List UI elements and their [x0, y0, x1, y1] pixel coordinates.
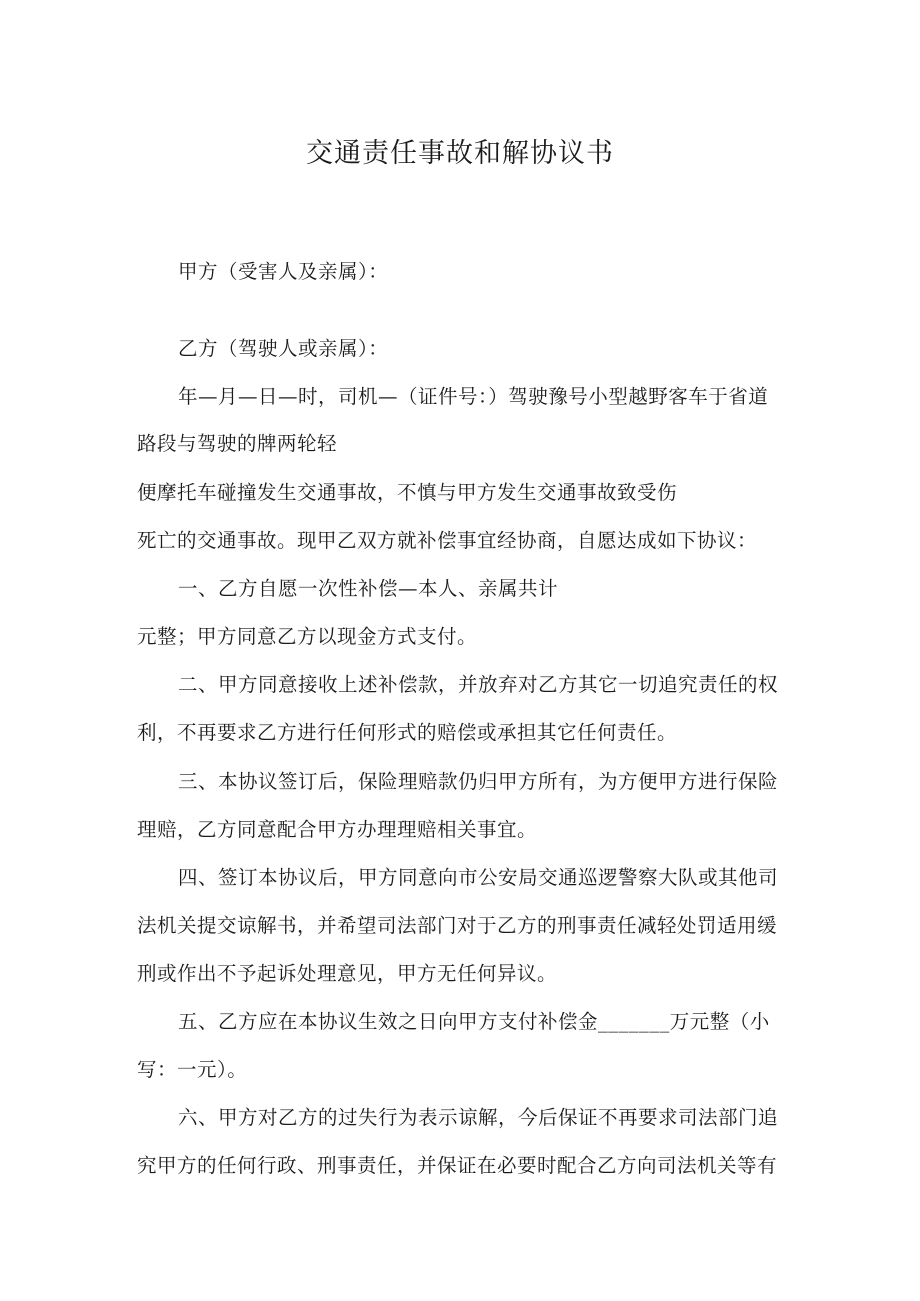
clause-3-line: 三、本协议签订后，保险理赔款仍归甲方所有，为方便甲方进行保险 — [178, 770, 779, 793]
clause-1-line: 一、乙方自愿一次性补偿—本人、亲属共计 — [178, 577, 559, 600]
clause-2-line: 利，不再要求乙方进行任何形式的赔偿或承担其它任何责任。 — [137, 721, 678, 744]
clause-6-line: 六、甲方对乙方的过失行为表示谅解，今后保证不再要求司法部门追 — [178, 1106, 779, 1129]
clause-6-line: 究甲方的任何行政、刑事责任，并保证在必要时配合乙方向司法机关等有 — [137, 1154, 778, 1177]
document-title: 交通责任事故和解协议书 — [306, 138, 614, 169]
paragraph-line: 路段与驾驶的牌两轮轻 — [137, 432, 338, 455]
clause-5-line: 写：一元）。 — [137, 1058, 248, 1081]
clause-4-line: 刑或作出不予起诉处理意见，甲方无任何异议。 — [137, 962, 558, 985]
paragraph-line: 死亡的交通事故。现甲乙双方就补偿事宜经协商，自愿达成如下协议： — [137, 529, 758, 552]
clause-4-line: 法机关提交谅解书，并希望司法部门对于乙方的刑事责任减轻处罚适用缓 — [137, 914, 778, 937]
party-b-label: 乙方（驾驶人或亲属）： — [178, 337, 389, 360]
clause-3-line: 理赔，乙方同意配合甲方办理理赔相关事宜。 — [137, 818, 538, 841]
clause-2-line: 二、甲方同意接收上述补偿款，并放弃对乙方其它一切追究责任的权 — [178, 673, 779, 696]
clause-5-line: 五、乙方应在本协议生效之日向甲方支付补偿金_______万元整（小 — [178, 1010, 770, 1033]
party-a-label: 甲方（受害人及亲属）： — [178, 260, 389, 283]
clause-1-line: 元整；甲方同意乙方以现金方式支付。 — [137, 625, 478, 648]
paragraph-line: 年—月—日—时，司机—（证件号：）驾驶豫号小型越野客车于省道 — [178, 385, 769, 408]
clause-4-line: 四、签订本协议后，甲方同意向市公安局交通巡逻警察大队或其他司 — [178, 866, 779, 889]
paragraph-line: 便摩托车碰撞发生交通事故，不慎与甲方发生交通事故致受伤 — [137, 481, 678, 504]
